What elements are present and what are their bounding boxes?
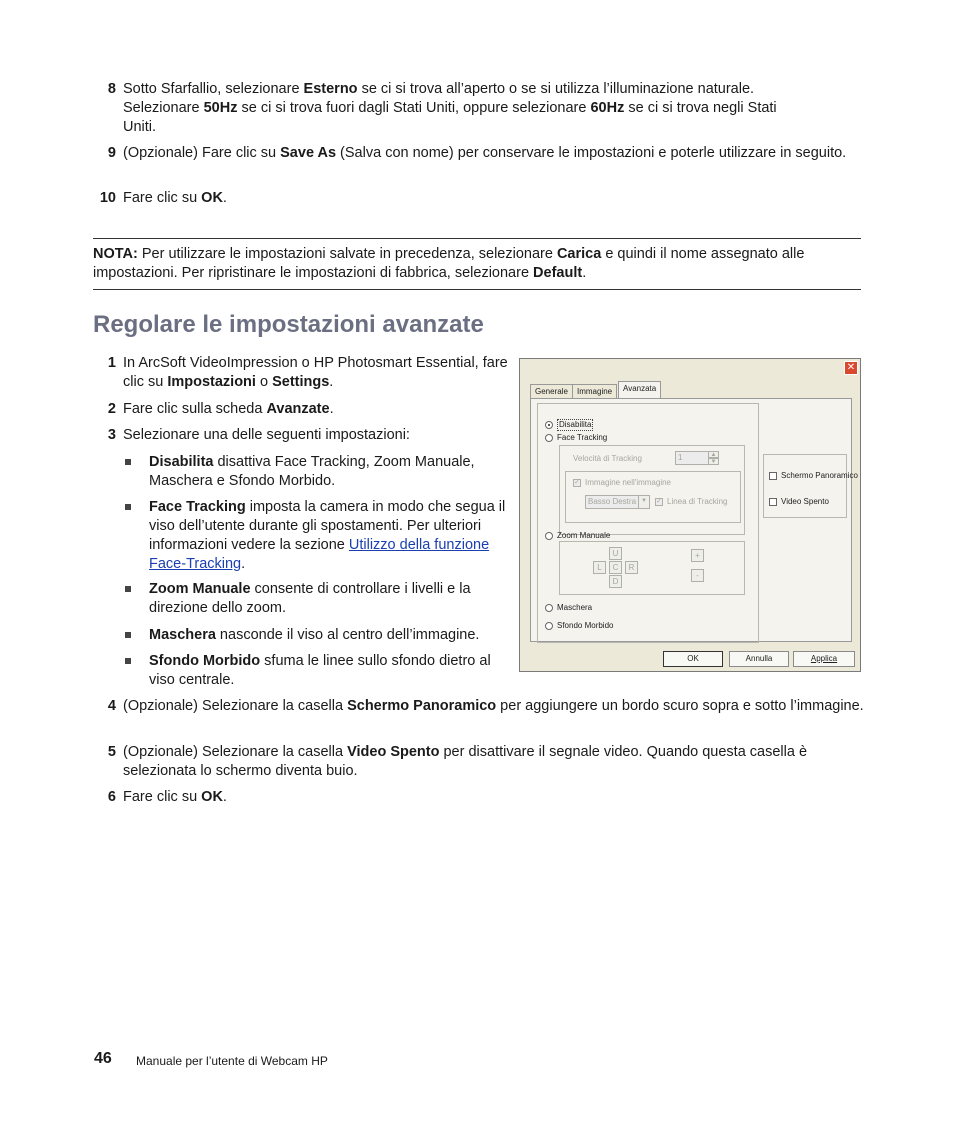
tab-immagine[interactable]: Immagine bbox=[572, 384, 617, 398]
settings-dialog bbox=[519, 358, 861, 672]
radio-disabilita[interactable] bbox=[545, 419, 593, 431]
note-top-rule bbox=[93, 238, 861, 239]
spin-down-icon[interactable]: ▼ bbox=[708, 458, 719, 465]
checkbox-label: Linea di Tracking bbox=[667, 497, 728, 506]
bold-run: Carica bbox=[556, 246, 602, 262]
radio-label: Disabilita bbox=[559, 420, 592, 429]
text-run: se ci si trova negli Stati Uniti. bbox=[123, 100, 777, 135]
bold-run: Face Tracking bbox=[149, 499, 246, 515]
radio-dot bbox=[545, 622, 553, 630]
text-run: disattiva Face Tracking, Zoom Manuale, Maschera e Sfondo Morbido. bbox=[149, 454, 475, 489]
step-number: 3 bbox=[107, 427, 116, 443]
bold-run: Video Spento bbox=[347, 744, 440, 760]
step-text bbox=[123, 400, 510, 419]
bullet-square bbox=[125, 632, 131, 638]
step-5 bbox=[94, 743, 864, 781]
bullet-square bbox=[125, 658, 131, 664]
tab-panel-avanzata bbox=[530, 398, 858, 642]
checkbox-box: ✓ bbox=[656, 498, 662, 505]
text-run: . bbox=[222, 789, 227, 805]
bold-run: Sfondo Morbido bbox=[149, 653, 261, 669]
text-run: (Salva con nome) per conservare le impostazioni e poterle utilizzare in seguito. bbox=[336, 145, 847, 161]
step-text bbox=[123, 788, 864, 807]
text-run: consente di controllare i livelli e la direzione dello zoom. bbox=[149, 581, 471, 616]
radio-label: Face Tracking bbox=[557, 433, 608, 442]
text-run: Fare clic sulla scheda bbox=[123, 401, 267, 417]
checkbox-box bbox=[769, 472, 777, 480]
bullet-text bbox=[149, 652, 510, 690]
text-run: se ci si trova fuori dagli Stati Uniti, oppure selezionare bbox=[237, 100, 591, 116]
step-number: 4 bbox=[107, 698, 116, 714]
step-number: 10 bbox=[99, 190, 116, 206]
bullet-square bbox=[125, 504, 131, 510]
posizione-dropdown[interactable]: Basso Destra bbox=[585, 495, 647, 509]
bold-run: OK bbox=[201, 190, 223, 206]
bold-run: Disabilita bbox=[149, 454, 214, 470]
text-run: Sotto Sfarfallio, selezionare bbox=[123, 81, 304, 97]
step-text bbox=[123, 80, 803, 137]
step-3 bbox=[94, 426, 510, 445]
note-bottom-rule bbox=[93, 289, 861, 290]
bold-run: Save As bbox=[280, 145, 337, 161]
text-run: . bbox=[329, 374, 334, 390]
text-run: . bbox=[241, 556, 246, 572]
bold-run: Avanzate bbox=[266, 401, 330, 417]
bold-run: Zoom Manuale bbox=[149, 581, 251, 597]
step-10 bbox=[94, 189, 864, 208]
step-text bbox=[123, 189, 864, 208]
spin-up-icon[interactable]: ▲ bbox=[708, 451, 719, 458]
zoom-right-button[interactable]: R bbox=[625, 561, 638, 574]
annulla-button[interactable]: Annulla bbox=[729, 651, 789, 667]
text-run: per disattivare il segnale video. Quando questa casella è selezionata lo schermo diventa buio. bbox=[123, 744, 808, 779]
text-run: per aggiungere un bordo scuro sopra e sotto l’immagine. bbox=[496, 698, 864, 714]
bold-run: OK bbox=[201, 789, 223, 805]
bullet-text bbox=[149, 498, 510, 574]
chk-linea-tracking[interactable] bbox=[655, 497, 727, 507]
zoom-down-button[interactable]: D bbox=[609, 575, 622, 588]
radio-maschera[interactable] bbox=[545, 603, 592, 613]
bold-run: Esterno bbox=[303, 81, 358, 97]
bold-run: Maschera bbox=[149, 627, 216, 643]
radio-dot bbox=[545, 421, 553, 429]
step-4 bbox=[94, 697, 864, 735]
text-run: nasconde il viso al centro dell’immagine. bbox=[215, 627, 480, 643]
checkbox-box bbox=[769, 498, 777, 506]
bullet-text bbox=[149, 626, 510, 645]
text-run: Fare clic su bbox=[123, 789, 202, 805]
text-run: se ci si trova all’aperto o se si utilizza l’illuminazione naturale. Selezionare bbox=[123, 81, 755, 116]
step-1 bbox=[94, 354, 510, 392]
checkbox-label: Immagine nell'immagine bbox=[585, 478, 672, 487]
chk-immagine-nell-immagine[interactable] bbox=[573, 478, 671, 488]
checkbox-label: Video Spento bbox=[781, 497, 829, 506]
step-text bbox=[123, 743, 864, 781]
checkbox-box: ✓ bbox=[574, 479, 580, 486]
step-9 bbox=[94, 144, 864, 182]
bullet-text bbox=[149, 453, 510, 491]
text-run: In ArcSoft VideoImpression o HP Photosmart Essential, fare clic su bbox=[123, 355, 508, 390]
radio-zoom-manuale[interactable] bbox=[545, 531, 610, 541]
step-number: 8 bbox=[107, 81, 116, 97]
tab-avanzata[interactable]: Avanzata bbox=[618, 381, 661, 399]
radio-dot bbox=[545, 532, 553, 540]
step-number: 2 bbox=[107, 401, 116, 417]
text-run: . bbox=[329, 401, 334, 417]
zoom-minus-button[interactable]: - bbox=[691, 569, 704, 582]
text-run: . bbox=[222, 190, 227, 206]
text-run: Per utilizzare le impostazioni salvate in precedenza, selezionare bbox=[137, 246, 557, 262]
note bbox=[93, 245, 863, 283]
text-run: . bbox=[582, 265, 587, 281]
text-run: o bbox=[255, 374, 273, 390]
step-number: 9 bbox=[107, 145, 116, 161]
text-run: imposta la camera in modo che segua il viso dell’utente durante gli spostamenti. Per ulteriori informazioni vedere la sezione bbox=[149, 499, 506, 553]
bold-run: Schermo Panoramico bbox=[347, 698, 497, 714]
checkbox-label: Schermo Panoramico bbox=[781, 471, 858, 480]
bold-run: 60Hz bbox=[590, 100, 625, 116]
velocita-label: Velocità di Tracking bbox=[573, 454, 642, 463]
zoom-group bbox=[559, 541, 745, 595]
radio-dot bbox=[545, 434, 553, 442]
chk-video-spento[interactable] bbox=[769, 497, 829, 507]
radio-sfondo-morbido[interactable] bbox=[545, 621, 613, 631]
step-8 bbox=[94, 80, 864, 136]
step-text bbox=[123, 144, 864, 163]
text-run: Selezionare una delle seguenti impostazioni: bbox=[123, 427, 410, 443]
text-run: e quindi il nome assegnato alle impostazioni. Per ripristinare le impostazioni di fabbrica, selezionare bbox=[93, 246, 805, 281]
applica-button[interactable]: Applica bbox=[793, 651, 855, 667]
bold-run: 50Hz bbox=[203, 100, 238, 116]
tab-generale[interactable]: Generale bbox=[530, 384, 573, 398]
step-text bbox=[123, 426, 510, 445]
page-number: 46 bbox=[94, 1050, 112, 1067]
bold-run: Settings bbox=[272, 374, 330, 390]
options-group bbox=[763, 454, 847, 518]
text-run: (Opzionale) Fare clic su bbox=[123, 145, 281, 161]
step-number: 5 bbox=[107, 744, 116, 760]
step-6 bbox=[94, 788, 864, 807]
step-number: 1 bbox=[107, 355, 116, 371]
step-text bbox=[123, 354, 510, 392]
close-icon[interactable]: ✕ bbox=[844, 361, 858, 375]
dropdown-arrow-icon[interactable]: ▼ bbox=[638, 495, 650, 509]
bullet-text bbox=[149, 580, 510, 618]
text-run: sfuma le linee sullo sfondo dietro al viso centrale. bbox=[149, 653, 491, 688]
velocita-field[interactable]: 1 bbox=[675, 451, 709, 465]
zoom-plus-button[interactable]: + bbox=[691, 549, 704, 562]
radio-dot bbox=[545, 604, 553, 612]
radio-label: Sfondo Morbido bbox=[557, 621, 614, 630]
bold-run: Default bbox=[533, 265, 583, 281]
bullet-square bbox=[125, 459, 131, 465]
section-heading: Regolare le impostazioni avanzate bbox=[93, 311, 484, 338]
radio-label: Zoom Manuale bbox=[557, 531, 611, 540]
ok-button[interactable]: OK bbox=[663, 651, 723, 667]
zoom-center-button[interactable]: C bbox=[609, 561, 622, 574]
bullet-square bbox=[125, 586, 131, 592]
text-run: (Opzionale) Selezionare la casella bbox=[123, 698, 348, 714]
radio-label: Maschera bbox=[557, 603, 593, 612]
bold-run: Impostazioni bbox=[167, 374, 256, 390]
step-text bbox=[123, 697, 864, 716]
radio-face-tracking[interactable] bbox=[545, 433, 607, 443]
step-2 bbox=[94, 400, 510, 419]
text-run: (Opzionale) Selezionare la casella bbox=[123, 744, 348, 760]
step-number: 6 bbox=[107, 789, 116, 805]
zoom-up-button[interactable]: U bbox=[609, 547, 622, 560]
footer-title: Manuale per l’utente di Webcam HP bbox=[136, 1054, 328, 1068]
chk-schermo-panoramico[interactable] bbox=[769, 471, 858, 481]
zoom-left-button[interactable]: L bbox=[593, 561, 606, 574]
bold-run: NOTA: bbox=[93, 246, 138, 262]
section-link[interactable]: Utilizzo della funzione Face-Tracking bbox=[149, 537, 490, 572]
text-run: Fare clic su bbox=[123, 190, 202, 206]
